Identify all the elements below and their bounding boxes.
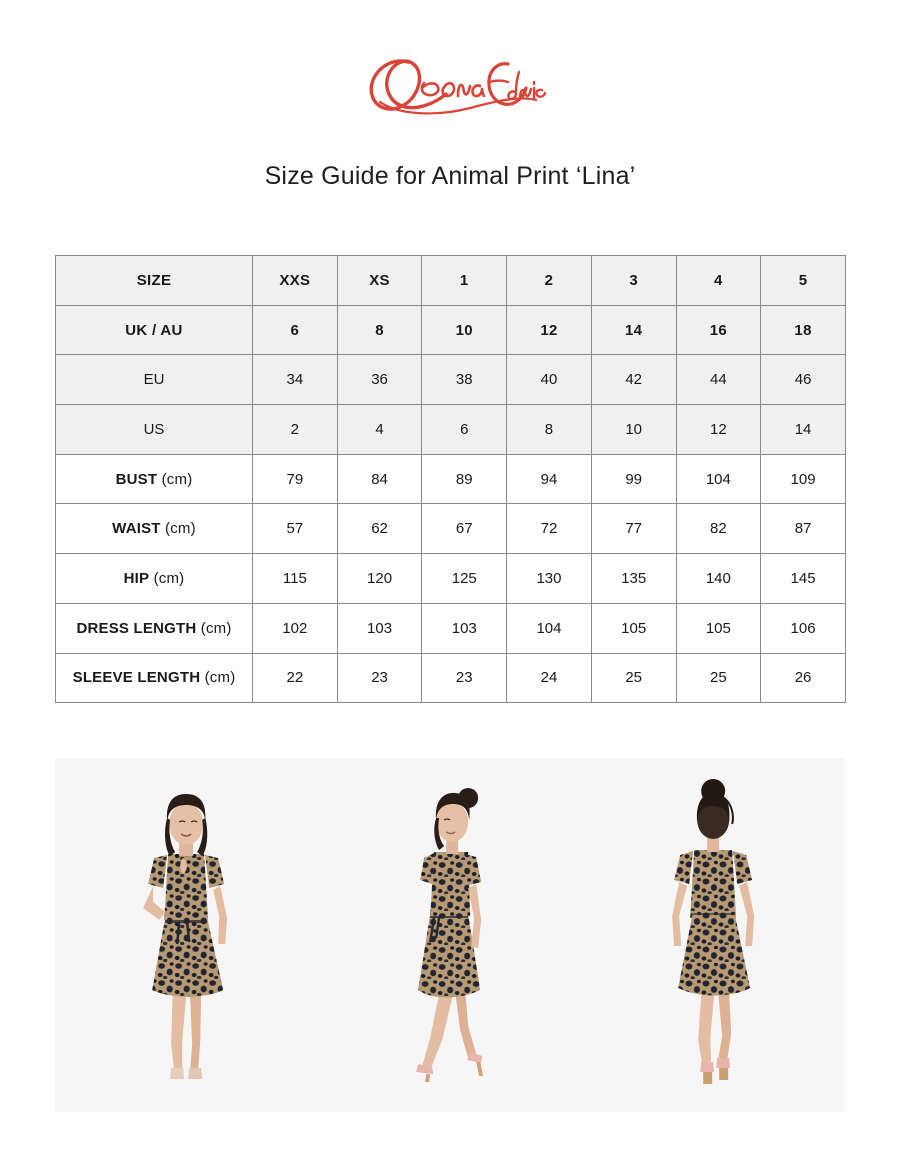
cell-ukau-1: 10	[422, 305, 507, 355]
cell-eu-4: 44	[676, 355, 761, 405]
table-row-dress-length	[56, 603, 846, 653]
row-label-dress-length-unit: (cm)	[196, 619, 232, 637]
row-label-waist-unit: (cm)	[160, 520, 196, 538]
cell-sleeve-5: 26	[761, 653, 846, 703]
cell-ukau-4: 16	[676, 305, 761, 355]
product-photo-back	[582, 758, 845, 1112]
cell-dress-1: 103	[422, 603, 507, 653]
cell-size-3: 3	[591, 256, 676, 306]
size-guide-table-body	[56, 256, 846, 703]
cell-hip-4: 140	[676, 554, 761, 604]
row-label-size: SIZE	[56, 256, 253, 306]
cell-hip-1: 125	[422, 554, 507, 604]
product-photo-strip	[55, 758, 845, 1112]
cell-hip-xs: 120	[337, 554, 422, 604]
cell-bust-4: 104	[676, 454, 761, 504]
cell-ukau-2: 12	[507, 305, 592, 355]
model-side-illustration	[318, 758, 581, 1112]
cell-bust-1: 89	[422, 454, 507, 504]
row-label-eu: EU	[56, 355, 253, 405]
size-guide-table-container	[55, 255, 845, 703]
cell-dress-xs: 103	[337, 603, 422, 653]
row-label-dress-length-text: DRESS LENGTH	[76, 619, 197, 637]
row-label-bust-text: BUST	[115, 470, 158, 488]
product-photo-side	[318, 758, 581, 1112]
cell-waist-xxs: 57	[253, 504, 338, 554]
table-row-size	[56, 256, 846, 306]
cell-waist-xs: 62	[337, 504, 422, 554]
cell-dress-4: 105	[676, 603, 761, 653]
cell-sleeve-1: 23	[422, 653, 507, 703]
cell-hip-5: 145	[761, 554, 846, 604]
cell-bust-3: 99	[591, 454, 676, 504]
row-label-waist-text: WAIST	[112, 520, 161, 538]
cell-bust-xs: 84	[337, 454, 422, 504]
model-front-illustration	[55, 758, 318, 1112]
table-row-bust	[56, 454, 846, 504]
cell-sleeve-xxs: 22	[253, 653, 338, 703]
row-label-sleeve-length-text: SLEEVE LENGTH	[72, 669, 201, 687]
cell-hip-3: 135	[591, 554, 676, 604]
size-guide-table	[55, 255, 846, 703]
cell-eu-5: 46	[761, 355, 846, 405]
row-label-uk-au: UK / AU	[56, 305, 253, 355]
cell-us-3: 10	[591, 405, 676, 455]
product-photo-front	[55, 758, 318, 1112]
table-row-eu	[56, 355, 846, 405]
cell-us-4: 12	[676, 405, 761, 455]
table-row-waist	[56, 504, 846, 554]
cell-sleeve-4: 25	[676, 653, 761, 703]
brand-header	[0, 0, 900, 120]
cell-eu-xxs: 34	[253, 355, 338, 405]
cell-us-2: 8	[507, 405, 592, 455]
cell-bust-xxs: 79	[253, 454, 338, 504]
cell-us-5: 14	[761, 405, 846, 455]
cell-hip-2: 130	[507, 554, 592, 604]
cell-bust-5: 109	[761, 454, 846, 504]
cell-sleeve-xs: 23	[337, 653, 422, 703]
model-back-illustration	[582, 758, 845, 1112]
row-label-hip-text: HIP	[123, 569, 150, 587]
cell-size-xs: XS	[337, 256, 422, 306]
row-label-sleeve-length	[56, 653, 253, 703]
cell-ukau-xxs: 6	[253, 305, 338, 355]
cell-eu-3: 42	[591, 355, 676, 405]
cell-waist-5: 87	[761, 504, 846, 554]
row-label-hip	[56, 554, 253, 604]
cell-size-2: 2	[507, 256, 592, 306]
cell-size-1: 1	[422, 256, 507, 306]
table-row-us	[56, 405, 846, 455]
cell-dress-xxs: 102	[253, 603, 338, 653]
cell-eu-1: 38	[422, 355, 507, 405]
cell-dress-5: 106	[761, 603, 846, 653]
cell-waist-1: 67	[422, 504, 507, 554]
cell-hip-xxs: 115	[253, 554, 338, 604]
cell-sleeve-2: 24	[507, 653, 592, 703]
cell-us-1: 6	[422, 405, 507, 455]
cell-size-xxs: XXS	[253, 256, 338, 306]
row-label-us: US	[56, 405, 253, 455]
cell-us-xxs: 2	[253, 405, 338, 455]
row-label-dress-length	[56, 603, 253, 653]
cell-bust-2: 94	[507, 454, 592, 504]
row-label-hip-unit: (cm)	[149, 569, 185, 587]
cell-eu-xs: 36	[337, 355, 422, 405]
cell-waist-3: 77	[591, 504, 676, 554]
cell-sleeve-3: 25	[591, 653, 676, 703]
page-title: Size Guide for Animal Print ‘Lina’	[264, 162, 636, 190]
cell-eu-2: 40	[507, 355, 592, 405]
row-label-waist	[56, 504, 253, 554]
cell-size-5: 5	[761, 256, 846, 306]
cell-ukau-3: 14	[591, 305, 676, 355]
row-label-bust	[56, 454, 253, 504]
cell-dress-2: 104	[507, 603, 592, 653]
cell-size-4: 4	[676, 256, 761, 306]
cell-waist-2: 72	[507, 504, 592, 554]
leona-edmiston-script-logo	[350, 52, 550, 120]
table-row-sleeve-length	[56, 653, 846, 703]
cell-ukau-xs: 8	[337, 305, 422, 355]
cell-ukau-5: 18	[761, 305, 846, 355]
row-label-bust-unit: (cm)	[157, 470, 193, 488]
cell-us-xs: 4	[337, 405, 422, 455]
table-row-hip	[56, 554, 846, 604]
cell-dress-3: 105	[591, 603, 676, 653]
row-label-sleeve-length-unit: (cm)	[200, 669, 236, 687]
table-row-uk-au	[56, 305, 846, 355]
cell-waist-4: 82	[676, 504, 761, 554]
